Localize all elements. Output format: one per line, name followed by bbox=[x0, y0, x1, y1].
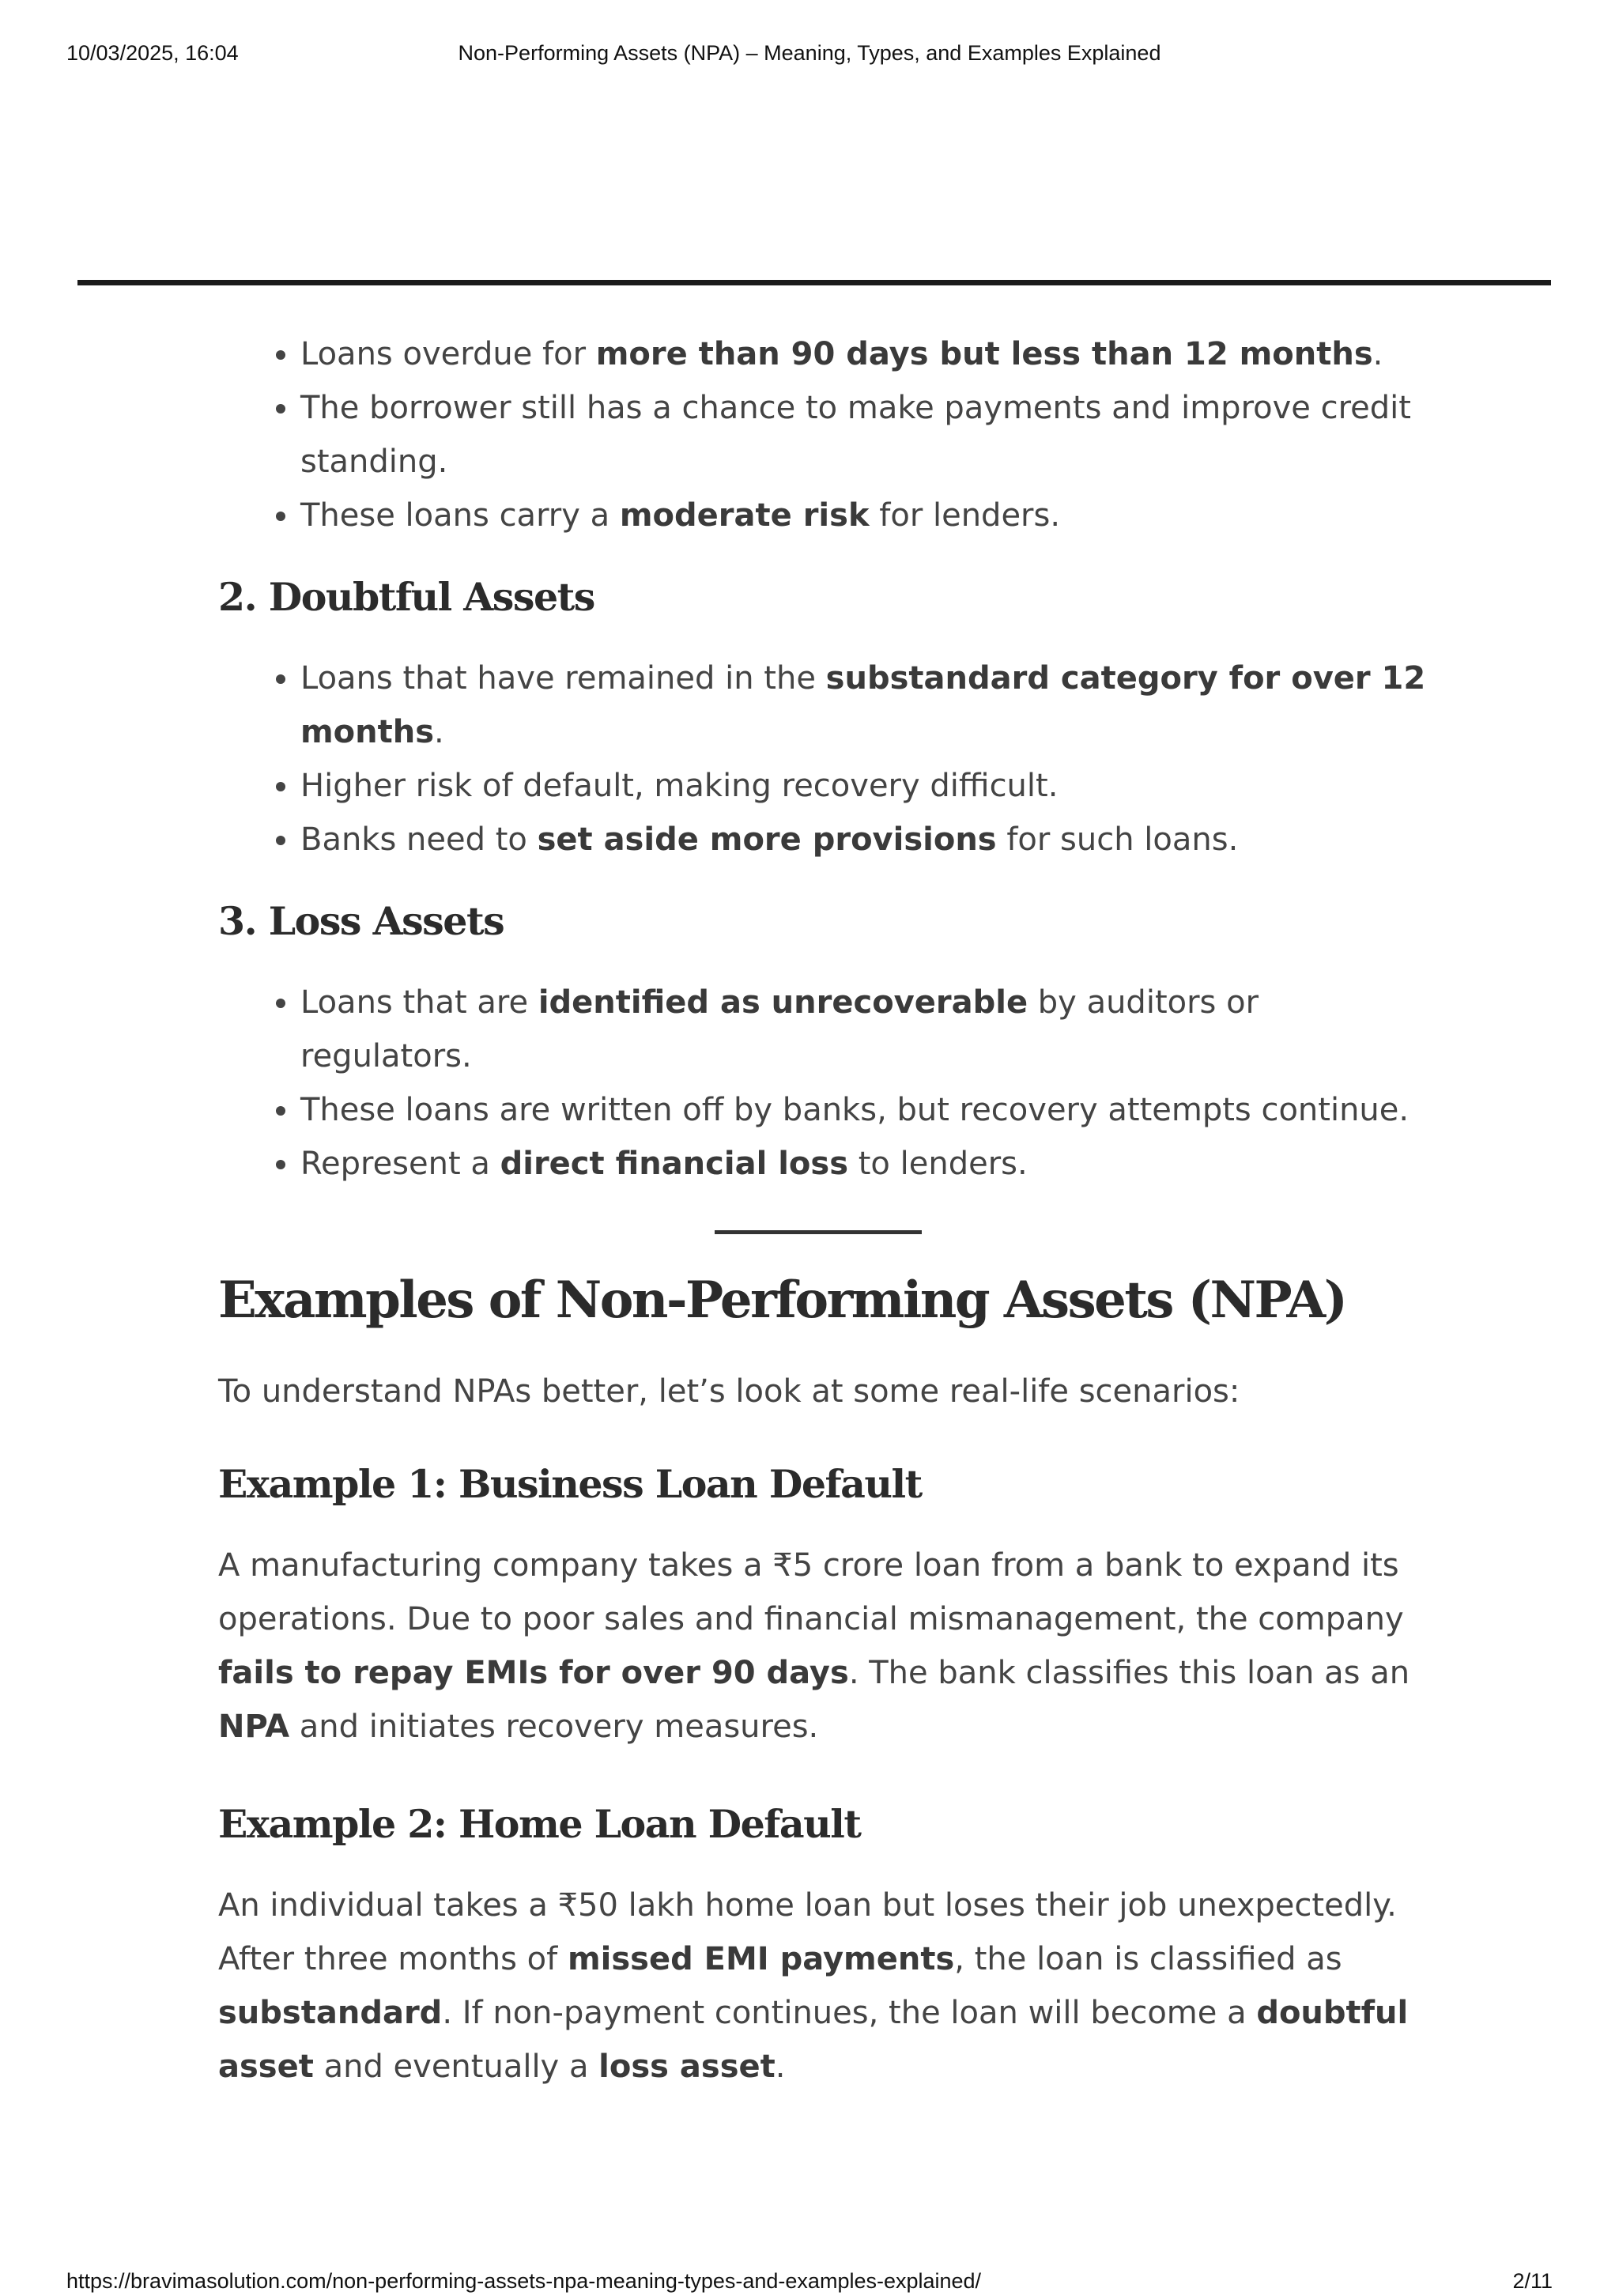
list-item: • Higher risk of default, making recovery difficult. bbox=[300, 759, 1428, 813]
loss-list bbox=[218, 976, 1428, 1191]
print-page-number: 2/11 bbox=[1512, 2269, 1553, 2293]
doubtful-list bbox=[218, 651, 1428, 867]
header-rule bbox=[77, 280, 1551, 285]
examples-intro: To understand NPAs better, let’s look at some real-life scenarios: bbox=[218, 1373, 1240, 1410]
example-1-text: A manufacturing company takes a ₹5 crore loan from a bank to expand its operations. Due to poor sales and financial mismanagement, the company fails to repay EMIs for over 90 days. The bank classifies this loan as an NPA and initiates recovery measures. bbox=[218, 1547, 1410, 1745]
list-item: • Represent a direct financial loss to lenders. bbox=[300, 1137, 1428, 1191]
example-2-text: An individual takes a ₹50 lakh home loan but loses their job unexpectedly. After three months of missed EMI payments, the loan is classified as substandard. If non-payment continues, the loan will become a doubtful asset and eventually a loss asset. bbox=[218, 1887, 1409, 2085]
print-datetime: 10/03/2025, 16:04 bbox=[66, 41, 239, 65]
list-item: • Banks need to set aside more provisions for such loans. bbox=[300, 813, 1428, 867]
print-url: https://bravimasolution.com/non-performing-assets-npa-meaning-types-and-examples-explained/ bbox=[66, 2269, 982, 2293]
list-item: • Loans that have remained in the substandard category for over 12 months. bbox=[300, 651, 1428, 759]
list-item: • These loans carry a moderate risk for lenders. bbox=[300, 489, 1428, 542]
list-item: • Loans overdue for more than 90 days but less than 12 months. bbox=[300, 327, 1428, 381]
section-separator bbox=[715, 1230, 922, 1234]
list-item: • These loans are written off by banks, but recovery attempts continue. bbox=[300, 1083, 1428, 1137]
article-content bbox=[218, 327, 1428, 2094]
list-item: • The borrower still has a chance to make payments and improve credit standing. bbox=[300, 381, 1428, 489]
print-header bbox=[66, 41, 1553, 70]
loss-assets-heading: 3. Loss Assets bbox=[218, 898, 504, 944]
example-2-heading: Example 2: Home Loan Default bbox=[218, 1801, 861, 1847]
example-1-heading: Example 1: Business Loan Default bbox=[218, 1461, 922, 1507]
doubtful-assets-heading: 2. Doubtful Assets bbox=[218, 574, 594, 620]
print-footer bbox=[66, 2269, 1553, 2296]
substandard-list bbox=[218, 327, 1428, 542]
examples-heading: Examples of Non-Performing Assets (NPA) bbox=[218, 1271, 1346, 1330]
print-page-title: Non-Performing Assets (NPA) – Meaning, Types, and Examples Explained bbox=[458, 41, 1161, 65]
list-item: • Loans that are identified as unrecoverable by auditors or regulators. bbox=[300, 976, 1428, 1083]
